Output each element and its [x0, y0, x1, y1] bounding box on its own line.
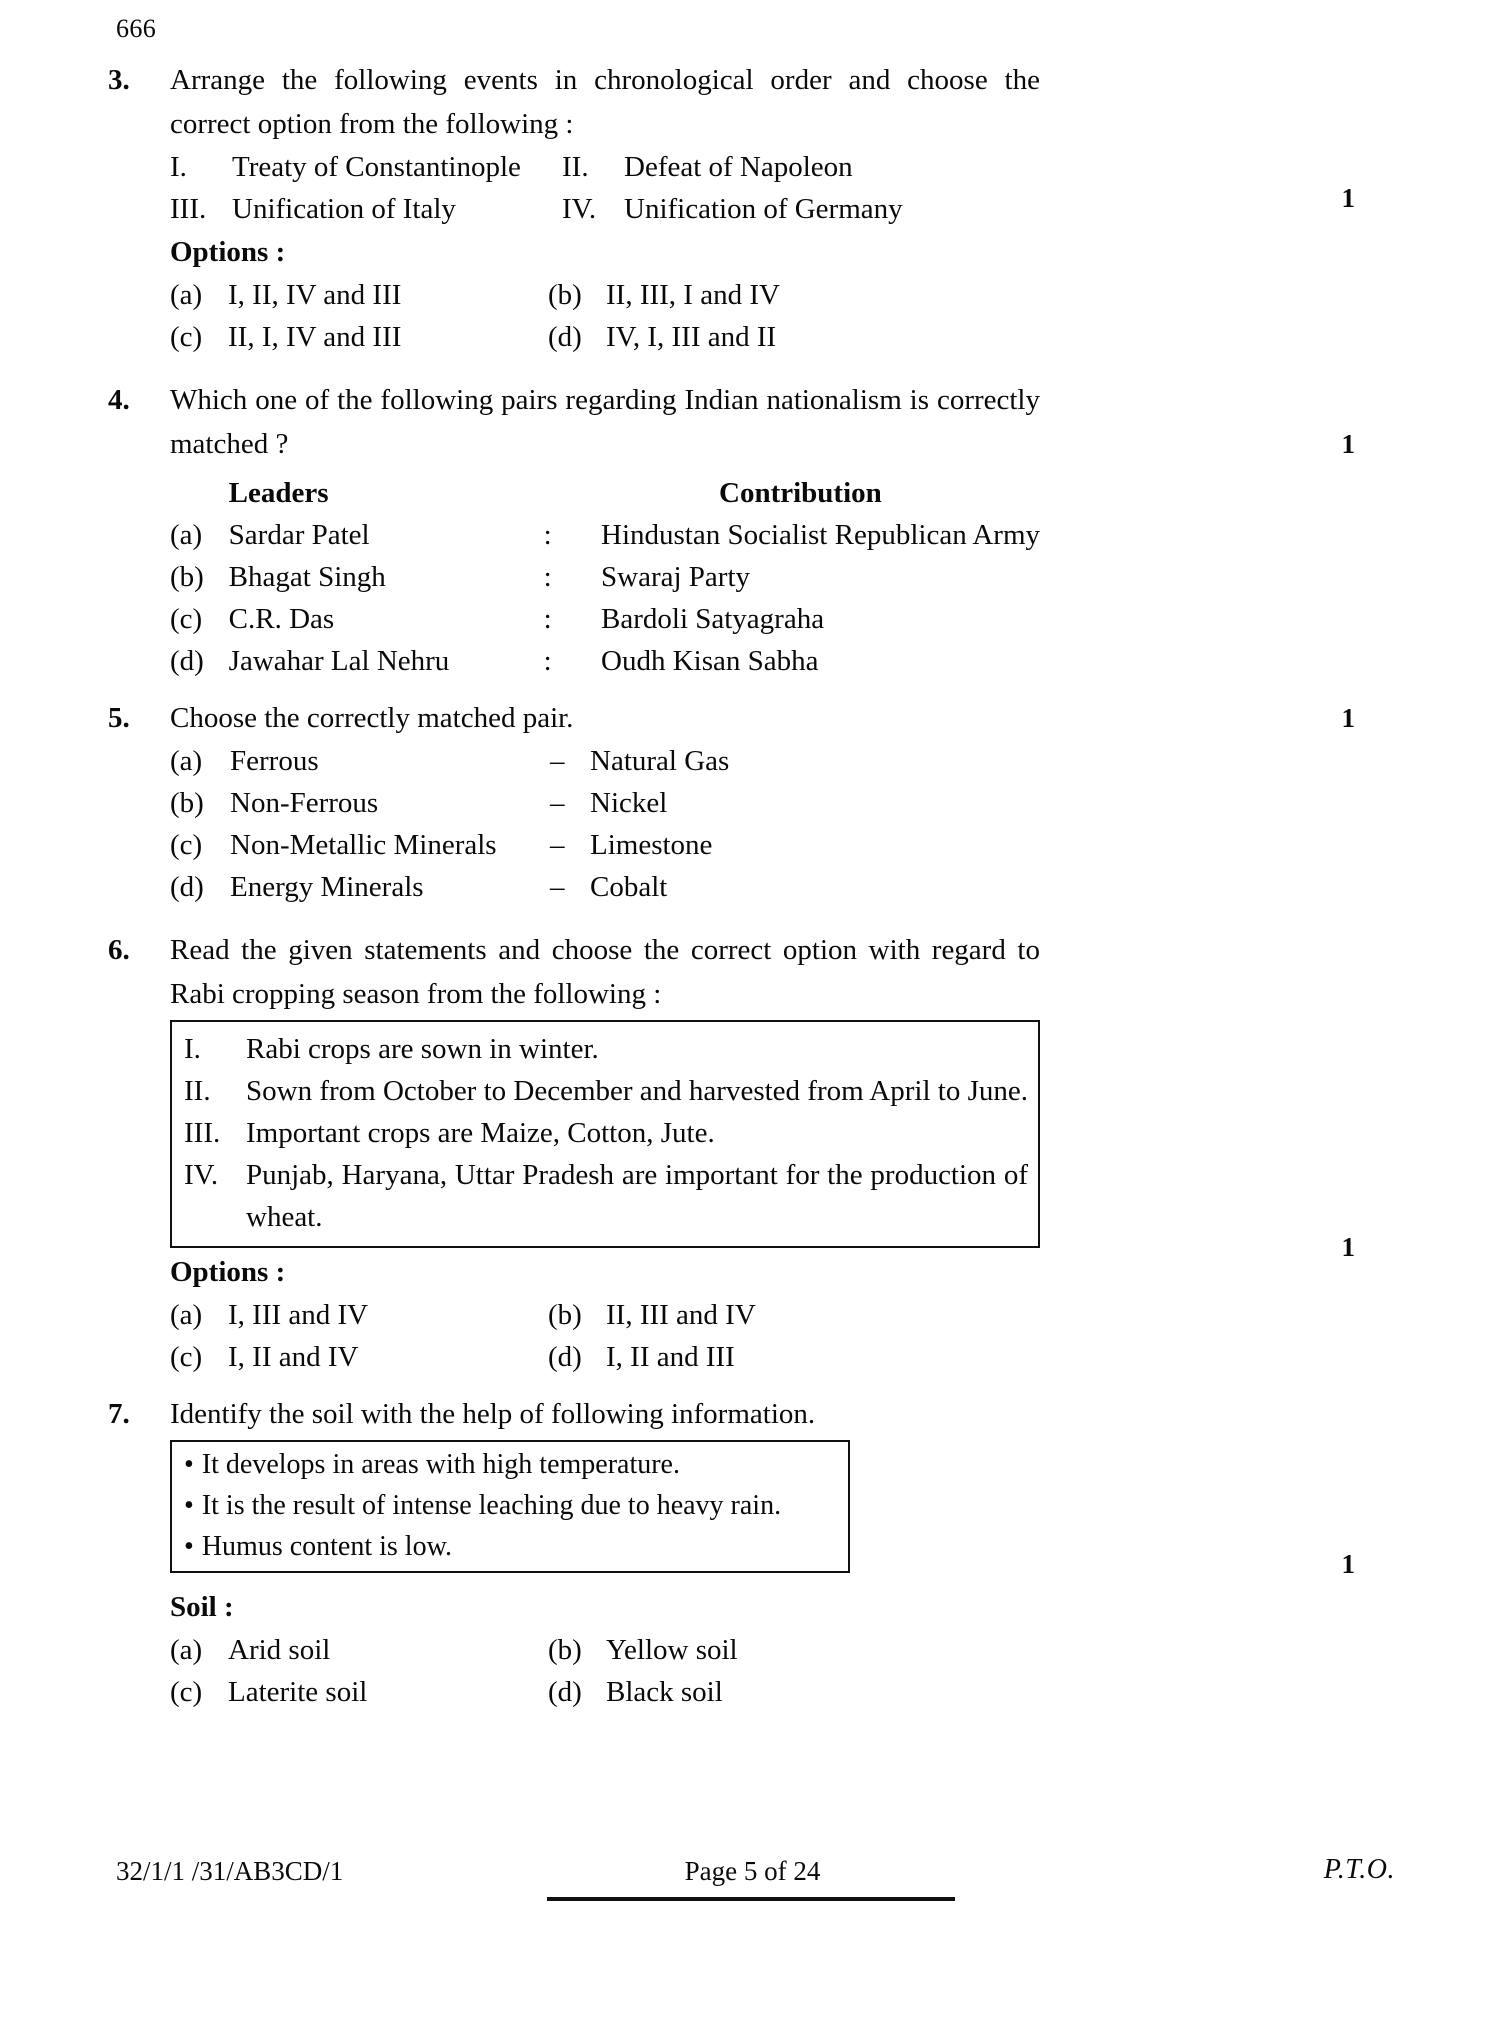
option-key-a[interactable]: (a): [170, 1299, 203, 1331]
box-statement-text: Sown from October to December and harvested from April to June.: [246, 1075, 1028, 1107]
dash-icon: –: [550, 787, 565, 819]
box-statement-numeral: I.: [184, 1033, 201, 1065]
option-row: [170, 1294, 1040, 1336]
option-key-d[interactable]: (d): [548, 1341, 582, 1373]
option-text-b[interactable]: II, III and IV: [606, 1299, 756, 1331]
box-statement-numeral: IV.: [184, 1159, 219, 1191]
matching-row[interactable]: [170, 556, 1040, 598]
option-text-b[interactable]: Yellow soil: [606, 1634, 738, 1666]
question-stem-4: Which one of the following pairs regarding Indian nationalism is correctly matched ?: [170, 384, 1040, 460]
statement-numeral: IV.: [562, 193, 597, 225]
pair-value-b: Nickel: [590, 787, 668, 819]
pair-row[interactable]: [170, 866, 1040, 908]
match-contribution-c: Bardoli Satyagraha: [601, 603, 825, 635]
option-text-c[interactable]: II, I, IV and III: [228, 321, 402, 353]
bullet-icon: •: [184, 1490, 194, 1521]
pair-key-d[interactable]: (d): [170, 871, 204, 903]
option-row: [170, 1629, 1040, 1671]
match-separator: :: [543, 561, 552, 593]
footer-page-number: Page 5 of 24: [684, 1856, 821, 1886]
box-statement-text: Important crops are Maize, Cotton, Jute.: [246, 1117, 715, 1149]
header-spacer-2: [544, 472, 601, 514]
match-key-d[interactable]: (d): [170, 645, 204, 677]
match-separator: :: [543, 645, 552, 677]
pair-key-a[interactable]: (a): [170, 745, 203, 777]
dash-icon: –: [550, 829, 565, 861]
matching-header-row: [170, 472, 1040, 514]
pair-name-d: Energy Minerals: [230, 871, 424, 903]
question-stem-7: Identify the soil with the help of following information.: [170, 1398, 816, 1430]
option-row: [170, 274, 1040, 316]
statement-row: [170, 188, 1040, 230]
question-5: [0, 696, 1505, 908]
option-key-b[interactable]: (b): [548, 1634, 582, 1666]
statement-row: [170, 146, 1040, 188]
pair-key-b[interactable]: (b): [170, 787, 204, 819]
footer-paper-code: 32/1/1 /31/AB3CD/1: [116, 1856, 344, 1886]
info-bullet-text: It is the result of intense leaching due to heavy rain.: [201, 1490, 782, 1521]
option-key-d[interactable]: (d): [548, 321, 582, 353]
dash-icon: –: [550, 871, 565, 903]
marks-q5: 1: [1341, 703, 1355, 733]
statement-numeral: I.: [170, 151, 187, 183]
statement-text: Treaty of Constantinople: [232, 151, 521, 183]
question-stem-3: Arrange the following events in chronological order and choose the correct option from the following :: [170, 64, 1040, 140]
option-key-b[interactable]: (b): [548, 1299, 582, 1331]
pair-value-d: Cobalt: [590, 871, 668, 903]
statement-list-q3: [170, 146, 1040, 230]
matching-table-q4: [170, 472, 1040, 682]
box-statement-row: [184, 1112, 1028, 1154]
info-box-q7: [170, 1440, 850, 1573]
matching-row[interactable]: [170, 514, 1040, 556]
match-leader-a: Sardar Patel: [228, 519, 370, 551]
option-text-c[interactable]: I, II and IV: [228, 1341, 359, 1373]
option-text-a[interactable]: Arid soil: [228, 1634, 331, 1666]
pair-name-b: Non-Ferrous: [230, 787, 379, 819]
option-text-d[interactable]: IV, I, III and II: [606, 321, 777, 353]
info-bullet-text: Humus content is low.: [201, 1531, 452, 1562]
options-label-q6: Options :: [170, 1256, 286, 1288]
option-text-a[interactable]: I, III and IV: [228, 1299, 369, 1331]
column-header-leaders: Leaders: [228, 477, 329, 509]
option-text-a[interactable]: I, II, IV and III: [228, 279, 402, 311]
box-statement-text: Punjab, Haryana, Uttar Pradesh are important for the production of wheat.: [246, 1159, 1028, 1233]
option-key-a[interactable]: (a): [170, 1634, 203, 1666]
pair-name-a: Ferrous: [230, 745, 319, 777]
box-statement-text: Rabi crops are sown in winter.: [246, 1033, 599, 1065]
option-text-d[interactable]: I, II and III: [606, 1341, 735, 1373]
box-statement-numeral: III.: [184, 1117, 221, 1149]
marks-q4: 1: [1341, 429, 1355, 459]
soil-label-q7: Soil :: [170, 1591, 234, 1623]
pair-row[interactable]: [170, 740, 1040, 782]
question-number-4: 4.: [108, 384, 130, 416]
question-6: [0, 928, 1505, 1378]
questions-container: [0, 58, 1505, 1713]
statement-box-q6: [170, 1020, 1040, 1248]
option-key-b[interactable]: (b): [548, 279, 582, 311]
statement-text: Unification of Germany: [624, 193, 903, 225]
question-number-7: 7.: [108, 1398, 130, 1430]
option-key-d[interactable]: (d): [548, 1676, 582, 1708]
page-footer: [0, 1856, 1505, 1946]
match-contribution-a: Hindustan Socialist Republican Army: [601, 519, 1040, 551]
dash-icon: –: [550, 745, 565, 777]
options-list-q3: [170, 274, 1040, 358]
info-bullet-row: [184, 1485, 838, 1526]
match-leader-d: Jawahar Lal Nehru: [228, 645, 450, 677]
question-number-3: 3.: [108, 64, 130, 96]
footer-divider: [547, 1897, 955, 1901]
box-statement-row: [184, 1154, 1028, 1238]
question-4: [0, 378, 1505, 682]
question-3: [0, 58, 1505, 358]
question-stem-5: Choose the correctly matched pair.: [170, 702, 574, 734]
bullet-icon: •: [184, 1449, 194, 1480]
info-bullet-text: It develops in areas with high temperature.: [201, 1449, 680, 1480]
statement-text: Defeat of Napoleon: [624, 151, 853, 183]
match-key-b[interactable]: (b): [170, 561, 204, 593]
info-bullet-row: [184, 1526, 838, 1567]
match-leader-b: Bhagat Singh: [228, 561, 386, 593]
match-separator: :: [543, 603, 552, 635]
option-key-c[interactable]: (c): [170, 321, 203, 353]
option-row: [170, 316, 1040, 358]
question-number-6: 6.: [108, 934, 130, 966]
marks-q6: 1: [1341, 1232, 1355, 1262]
pair-row[interactable]: [170, 782, 1040, 824]
match-contribution-d: Oudh Kisan Sabha: [601, 645, 819, 677]
box-statement-numeral: II.: [184, 1075, 211, 1107]
statement-numeral: II.: [562, 151, 589, 183]
options-label-q3: Options :: [170, 236, 286, 268]
options-list-q6: [170, 1294, 1040, 1378]
option-key-c[interactable]: (c): [170, 1341, 203, 1373]
header-spacer: [170, 472, 229, 514]
marks-q3: 1: [1341, 183, 1355, 213]
option-text-b[interactable]: II, III, I and IV: [606, 279, 780, 311]
pair-key-c[interactable]: (c): [170, 829, 203, 861]
pair-value-c: Limestone: [590, 829, 713, 861]
match-contribution-b: Swaraj Party: [601, 561, 751, 593]
question-number-5: 5.: [108, 702, 130, 734]
match-key-a[interactable]: (a): [170, 519, 203, 551]
option-row: [170, 1671, 1040, 1713]
statement-text: Unification of Italy: [232, 193, 456, 225]
pair-row[interactable]: [170, 824, 1040, 866]
option-text-d[interactable]: Black soil: [606, 1676, 723, 1708]
question-7: [0, 1392, 1505, 1713]
box-statement-row: [184, 1028, 1028, 1070]
footer-pto: P.T.O.: [1323, 1854, 1395, 1885]
marks-q7: 1: [1341, 1549, 1355, 1579]
box-statement-row: [184, 1070, 1028, 1112]
option-text-c[interactable]: Laterite soil: [228, 1676, 368, 1708]
statement-numeral: III.: [170, 193, 207, 225]
option-row: [170, 1336, 1040, 1378]
bullet-icon: •: [184, 1531, 194, 1562]
pair-value-a: Natural Gas: [590, 745, 730, 777]
matching-row[interactable]: [170, 598, 1040, 640]
match-separator: :: [543, 519, 552, 551]
options-list-q7: [170, 1629, 1040, 1713]
info-bullet-row: [184, 1444, 838, 1485]
column-header-contribution: Contribution: [719, 477, 882, 509]
question-stem-6: Read the given statements and choose the correct option with regard to Rabi cropping season from the following :: [170, 934, 1040, 1010]
matching-row[interactable]: [170, 640, 1040, 682]
option-key-c[interactable]: (c): [170, 1676, 203, 1708]
paper-code: 666: [116, 14, 157, 43]
option-key-a[interactable]: (a): [170, 279, 203, 311]
pair-list-q5: [170, 740, 1040, 908]
pair-name-c: Non-Metallic Minerals: [230, 829, 497, 861]
match-leader-c: C.R. Das: [228, 603, 335, 635]
match-key-c[interactable]: (c): [170, 603, 203, 635]
